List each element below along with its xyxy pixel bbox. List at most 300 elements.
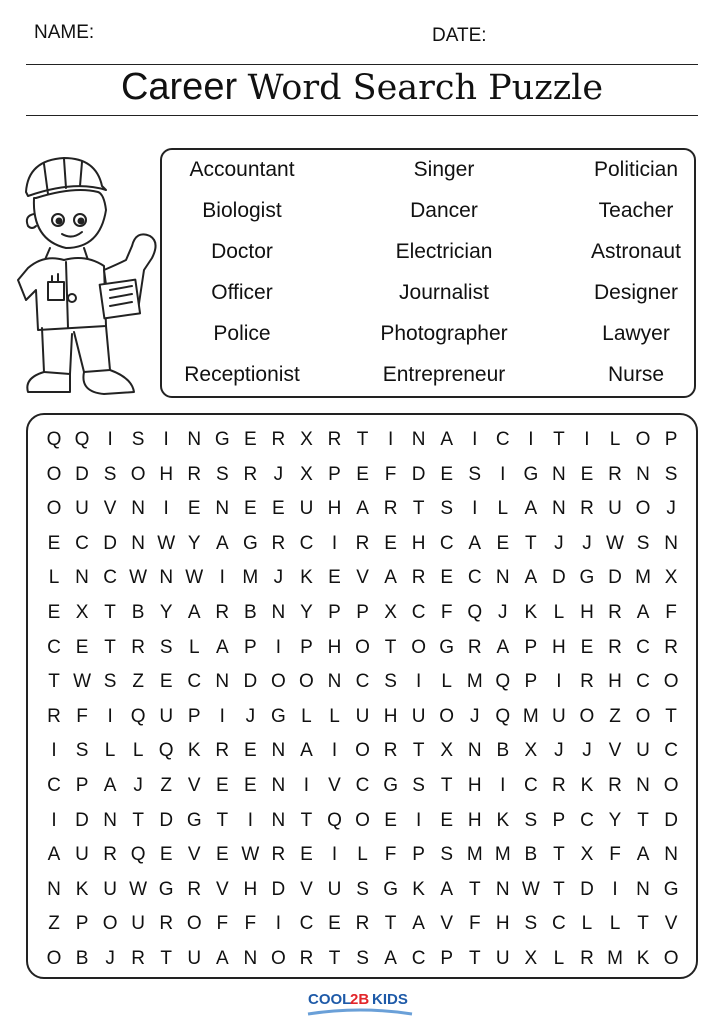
- grid-letter: U: [411, 705, 426, 727]
- grid-letter: H: [467, 809, 482, 831]
- grid-letter: K: [524, 602, 538, 623]
- grid-letter: T: [553, 878, 565, 900]
- top-divider: [26, 64, 698, 65]
- grid-letter: I: [51, 809, 57, 831]
- grid-letter: F: [468, 913, 481, 935]
- grid-letter: Q: [327, 809, 342, 831]
- grid-letter: C: [580, 809, 594, 831]
- grid-letter: J: [105, 948, 115, 969]
- word-list-item: Electrician: [395, 240, 493, 263]
- grid-letter: R: [608, 463, 622, 485]
- grid-letter: N: [243, 948, 258, 969]
- grid-letter: U: [75, 498, 89, 520]
- grid-letter: R: [467, 636, 482, 658]
- grid-letter: T: [328, 948, 341, 969]
- grid-letter: S: [468, 463, 482, 485]
- grid-letter: V: [608, 740, 622, 762]
- grid-letter: E: [384, 809, 397, 831]
- grid-letter: V: [440, 913, 454, 935]
- grid-letter: R: [187, 463, 202, 485]
- grid-letter: E: [384, 532, 397, 554]
- title-divider: [26, 115, 698, 116]
- grid-letter: L: [609, 913, 621, 935]
- grid-letter: W: [606, 532, 624, 554]
- grid-letter: D: [552, 567, 566, 589]
- grid-letter: E: [244, 498, 257, 520]
- grid-letter: X: [440, 740, 454, 762]
- grid-letter: I: [331, 740, 338, 762]
- grid-letter: A: [187, 602, 201, 623]
- grid-letter: M: [494, 844, 511, 866]
- title-part-career: Career: [120, 66, 238, 108]
- word-list-item: Astronaut: [591, 240, 681, 263]
- grid-letter: A: [636, 602, 650, 623]
- word-list-item: Biologist: [202, 199, 282, 222]
- grid-letter: P: [244, 636, 257, 658]
- grid-letter: C: [439, 532, 454, 554]
- grid-letter: A: [468, 532, 482, 554]
- grid-letter: C: [467, 567, 482, 589]
- grid-letter: C: [187, 671, 202, 693]
- grid-letter: J: [554, 532, 564, 554]
- grid-letter: T: [384, 913, 397, 935]
- grid-letter: S: [131, 429, 145, 450]
- grid-letter: N: [271, 602, 286, 623]
- grid-letter: E: [440, 809, 454, 831]
- grid-letter: X: [384, 602, 397, 623]
- grid-letter: L: [357, 844, 368, 866]
- grid-letter: T: [637, 809, 649, 831]
- grid-letter: R: [271, 844, 286, 866]
- word-list-item: Dancer: [410, 199, 478, 222]
- grid-letter: I: [416, 671, 422, 693]
- grid-letter: U: [187, 948, 202, 969]
- grid-letter: G: [579, 567, 595, 589]
- grid-letter: B: [496, 740, 510, 762]
- grid-letter: C: [75, 532, 89, 554]
- grid-letter: E: [328, 913, 341, 935]
- grid-letter: R: [411, 567, 426, 589]
- grid-letter: O: [271, 671, 286, 693]
- grid-letter: X: [524, 740, 538, 762]
- grid-letter: T: [216, 809, 229, 831]
- grid-letter: S: [636, 532, 650, 554]
- grid-letter: T: [468, 878, 481, 900]
- grid-letter: J: [273, 463, 284, 485]
- grid-letter: J: [582, 740, 592, 762]
- grid-letter: O: [355, 740, 370, 762]
- grid-letter: O: [635, 429, 651, 450]
- grid-letter: A: [103, 775, 117, 796]
- grid-letter: S: [103, 463, 117, 485]
- grid-letter: P: [328, 602, 341, 623]
- grid-letter: U: [299, 498, 314, 520]
- grid-letter: O: [635, 705, 651, 727]
- grid-letter: F: [440, 602, 453, 623]
- grid-letter: T: [356, 429, 369, 450]
- grid-letter: X: [300, 429, 313, 450]
- grid-letter: E: [244, 429, 257, 450]
- grid-letter: G: [214, 429, 230, 450]
- grid-letter: R: [580, 498, 594, 520]
- grid-letter: E: [47, 532, 61, 554]
- grid-letter: R: [608, 775, 622, 796]
- grid-letter: E: [496, 532, 510, 554]
- grid-letter: J: [470, 705, 480, 727]
- grid-letter: K: [187, 740, 201, 762]
- grid-letter: F: [384, 463, 397, 485]
- grid-letter: U: [355, 705, 370, 727]
- grid-letter: H: [243, 878, 258, 900]
- grid-letter: Q: [46, 429, 62, 450]
- grid-letter: E: [215, 775, 229, 796]
- grid-letter: P: [524, 671, 538, 693]
- grid-letter: N: [327, 671, 342, 693]
- grid-letter: C: [523, 775, 538, 796]
- grid-letter: S: [440, 498, 454, 520]
- grid-letter: F: [609, 844, 621, 866]
- grid-letter: N: [495, 878, 510, 900]
- grid-letter: P: [412, 844, 425, 866]
- word-list-item: Doctor: [211, 240, 273, 263]
- grid-letter: H: [467, 775, 482, 796]
- grid-letter: A: [384, 567, 397, 589]
- grid-letter: R: [215, 740, 230, 762]
- grid-letter: Y: [300, 602, 313, 623]
- grid-letter: V: [215, 878, 229, 900]
- grid-letter: L: [581, 913, 593, 935]
- grid-letter: O: [635, 498, 651, 520]
- grid-letter: T: [104, 636, 116, 658]
- word-list-item: Photographer: [380, 322, 508, 345]
- grid-letter: E: [159, 671, 173, 693]
- grid-letter: P: [75, 913, 89, 935]
- grid-letter: Y: [159, 602, 173, 623]
- word-list-box: [160, 148, 696, 398]
- grid-letter: N: [131, 498, 145, 520]
- grid-letter: L: [609, 429, 621, 450]
- grid-letter: N: [552, 463, 566, 485]
- grid-letter: L: [48, 567, 60, 589]
- title-part-word-search: Word Search Puzzle: [247, 68, 604, 108]
- grid-letter: Q: [74, 429, 90, 450]
- grid-letter: T: [525, 532, 537, 554]
- site-logo: [300, 984, 420, 1018]
- grid-letter: D: [75, 463, 89, 485]
- grid-letter: Y: [608, 809, 622, 831]
- grid-letter: D: [608, 567, 622, 589]
- grid-letter: K: [580, 775, 594, 796]
- grid-letter: U: [608, 498, 622, 520]
- grid-letter: U: [495, 948, 510, 969]
- grid-letter: S: [103, 671, 117, 693]
- grid-letter: R: [327, 429, 342, 450]
- grid-letter: O: [46, 463, 62, 485]
- grid-letter: F: [76, 705, 88, 727]
- grid-letter: O: [271, 948, 286, 969]
- grid-letter: V: [356, 567, 369, 589]
- grid-letter: A: [215, 636, 229, 658]
- grid-letter: E: [300, 844, 313, 866]
- grid-letter: R: [47, 705, 61, 727]
- grid-letter: P: [356, 602, 369, 623]
- grid-letter: L: [553, 948, 565, 969]
- grid-letter: H: [327, 498, 342, 520]
- grid-letter: I: [247, 809, 253, 831]
- page-title: [0, 66, 724, 109]
- grid-letter: C: [299, 532, 314, 554]
- grid-letter: I: [472, 429, 478, 450]
- grid-letter: W: [185, 567, 204, 589]
- grid-letter: I: [331, 844, 338, 866]
- grid-letter: I: [107, 429, 113, 450]
- grid-letter: K: [636, 948, 650, 969]
- grid-letter: U: [131, 913, 145, 935]
- grid-letter: I: [219, 705, 225, 727]
- grid-letter: T: [300, 809, 313, 831]
- grid-letter: X: [524, 948, 538, 969]
- grid-letter: O: [355, 809, 370, 831]
- grid-letter: O: [130, 463, 146, 485]
- grid-letter: T: [553, 844, 565, 866]
- grid-letter: L: [497, 498, 509, 520]
- grid-letter: F: [384, 844, 397, 866]
- grid-letter: B: [244, 602, 257, 623]
- grid-letter: M: [522, 705, 539, 727]
- grid-letter: N: [664, 844, 678, 866]
- grid-letter: N: [636, 463, 650, 485]
- grid-letter: M: [466, 844, 483, 866]
- grid-letter: F: [244, 913, 257, 935]
- grid-letter: H: [327, 636, 342, 658]
- grid-letter: N: [467, 740, 482, 762]
- grid-letter: I: [556, 671, 562, 693]
- word-list-item: Designer: [593, 281, 679, 304]
- grid-letter: A: [384, 948, 397, 969]
- grid-letter: E: [272, 498, 285, 520]
- grid-letter: U: [636, 740, 650, 762]
- grid-letter: J: [666, 498, 676, 520]
- grid-letter: R: [355, 532, 370, 554]
- grid-letter: G: [242, 532, 258, 554]
- grid-letter: V: [187, 775, 201, 796]
- grid-letter: S: [215, 463, 229, 485]
- worker-boy-illustration: [14, 150, 164, 400]
- grid-letter: I: [500, 775, 506, 796]
- grid-letter: A: [636, 844, 650, 866]
- grid-letter: O: [411, 636, 427, 658]
- grid-letter: J: [554, 740, 564, 762]
- grid-letter: H: [383, 705, 398, 727]
- grid-letter: R: [552, 775, 566, 796]
- grid-letter: M: [466, 671, 483, 693]
- grid-letter: O: [663, 671, 679, 693]
- grid-letter: E: [159, 844, 173, 866]
- grid-letter: H: [608, 671, 622, 693]
- grid-letter: I: [416, 809, 422, 831]
- grid-letter: H: [552, 636, 566, 658]
- grid-letter: A: [412, 913, 425, 935]
- grid-letter: R: [580, 671, 594, 693]
- grid-letter: I: [528, 429, 534, 450]
- grid-letter: U: [75, 844, 89, 866]
- grid-letter: E: [47, 602, 61, 623]
- word-list-item: Police: [213, 322, 271, 345]
- grid-letter: A: [215, 948, 229, 969]
- grid-letter: M: [607, 948, 623, 969]
- grid-letter: V: [664, 913, 678, 935]
- grid-letter: T: [104, 602, 116, 623]
- grid-letter: Q: [467, 602, 483, 623]
- grid-letter: S: [384, 671, 397, 693]
- grid-letter: R: [608, 602, 622, 623]
- grid-letter: Z: [160, 775, 172, 796]
- word-list-item: Politician: [593, 158, 679, 181]
- grid-letter: H: [411, 532, 426, 554]
- grid-letter: I: [303, 775, 310, 796]
- grid-letter: Z: [132, 671, 144, 693]
- grid-letter: N: [495, 567, 510, 589]
- word-list-item: Lawyer: [602, 322, 670, 345]
- grid-letter: N: [103, 809, 117, 831]
- grid-letter: E: [580, 463, 594, 485]
- grid-letter: W: [157, 532, 176, 554]
- grid-letter: C: [355, 671, 370, 693]
- grid-letter: T: [48, 671, 60, 693]
- grid-letter: A: [496, 636, 510, 658]
- grid-letter: N: [47, 878, 61, 900]
- grid-letter: N: [271, 809, 286, 831]
- grid-letter: R: [243, 463, 258, 485]
- grid-letter: E: [328, 567, 341, 589]
- grid-letter: X: [664, 567, 678, 589]
- grid-letter: O: [299, 671, 314, 693]
- grid-letter: A: [300, 740, 313, 762]
- grid-letter: N: [636, 775, 650, 796]
- grid-letter: A: [356, 498, 369, 520]
- grid-letter: I: [51, 740, 57, 762]
- grid-letter: I: [275, 636, 282, 658]
- grid-letter: U: [552, 705, 566, 727]
- grid-letter: N: [75, 567, 89, 589]
- grid-letter: M: [635, 567, 651, 589]
- grid-letter: D: [271, 878, 286, 900]
- grid-letter: G: [439, 636, 455, 658]
- grid-letter: E: [215, 844, 229, 866]
- grid-letter: I: [107, 705, 113, 727]
- grid-letter: E: [580, 636, 594, 658]
- word-list-item: Receptionist: [184, 363, 300, 386]
- grid-letter: I: [163, 429, 169, 450]
- grid-letter: D: [411, 463, 426, 485]
- grid-letter: C: [495, 429, 510, 450]
- logo-text-kids: KIDS: [372, 991, 408, 1008]
- grid-letter: S: [75, 740, 89, 762]
- grid-letter: D: [103, 532, 117, 554]
- grid-letter: O: [102, 913, 118, 935]
- grid-letter: I: [275, 913, 282, 935]
- grid-letter: C: [47, 775, 61, 796]
- grid-letter: W: [129, 878, 148, 900]
- grid-letter: D: [75, 809, 89, 831]
- grid-letter: C: [636, 636, 650, 658]
- grid-letter: U: [159, 705, 174, 727]
- grid-letter: O: [663, 775, 679, 796]
- grid-letter: N: [552, 498, 566, 520]
- grid-letter: T: [440, 775, 453, 796]
- grid-letter: Q: [495, 671, 511, 693]
- grid-letter: H: [159, 463, 174, 485]
- grid-letter: U: [103, 878, 117, 900]
- grid-letter: N: [636, 878, 650, 900]
- grid-letter: D: [580, 878, 594, 900]
- grid-letter: H: [580, 602, 594, 623]
- grid-letter: J: [273, 567, 284, 589]
- grid-letter: T: [553, 429, 565, 450]
- grid-letter: B: [131, 602, 145, 623]
- grid-letter: G: [663, 878, 679, 900]
- grid-letter: C: [411, 948, 426, 969]
- grid-letter: N: [215, 671, 230, 693]
- grid-letter: R: [608, 636, 622, 658]
- grid-letter: C: [664, 740, 678, 762]
- grid-letter: R: [159, 913, 174, 935]
- grid-letter: I: [387, 429, 394, 450]
- grid-letter: S: [159, 636, 173, 658]
- grid-letter: Q: [158, 740, 174, 762]
- grid-letter: R: [131, 636, 145, 658]
- grid-letter: N: [271, 775, 286, 796]
- grid-letter: C: [411, 602, 426, 623]
- grid-letter: E: [244, 775, 257, 796]
- grid-letter: T: [412, 498, 425, 520]
- grid-letter: H: [495, 913, 510, 935]
- grid-letter: O: [46, 498, 62, 520]
- grid-letter: I: [472, 498, 478, 520]
- grid-letter: L: [188, 636, 200, 658]
- grid-letter: W: [129, 567, 148, 589]
- grid-letter: C: [103, 567, 117, 589]
- grid-letter: M: [242, 567, 259, 589]
- grid-letter: L: [441, 671, 452, 693]
- grid-letter: O: [46, 948, 62, 969]
- letter-grid: [26, 413, 698, 979]
- grid-letter: J: [245, 705, 256, 727]
- grid-letter: L: [553, 602, 565, 623]
- grid-letter: J: [498, 602, 508, 623]
- grid-letter: R: [299, 948, 314, 969]
- grid-letter: E: [75, 636, 89, 658]
- grid-letter: N: [215, 498, 230, 520]
- grid-letter: T: [384, 636, 397, 658]
- grid-letter: R: [187, 878, 202, 900]
- grid-letter: P: [552, 809, 566, 831]
- grid-letter: T: [468, 948, 481, 969]
- grid-letter: C: [355, 775, 370, 796]
- grid-letter: T: [132, 809, 144, 831]
- grid-letter: Q: [495, 705, 511, 727]
- grid-letter: P: [187, 705, 201, 727]
- grid-letter: I: [331, 532, 338, 554]
- grid-letter: P: [524, 636, 538, 658]
- word-list-item: Singer: [413, 158, 475, 181]
- grid-letter: O: [186, 913, 202, 935]
- grid-letter: R: [271, 532, 286, 554]
- grid-letter: A: [524, 567, 538, 589]
- grid-letter: P: [75, 775, 89, 796]
- grid-letter: E: [440, 463, 454, 485]
- grid-letter: C: [552, 913, 566, 935]
